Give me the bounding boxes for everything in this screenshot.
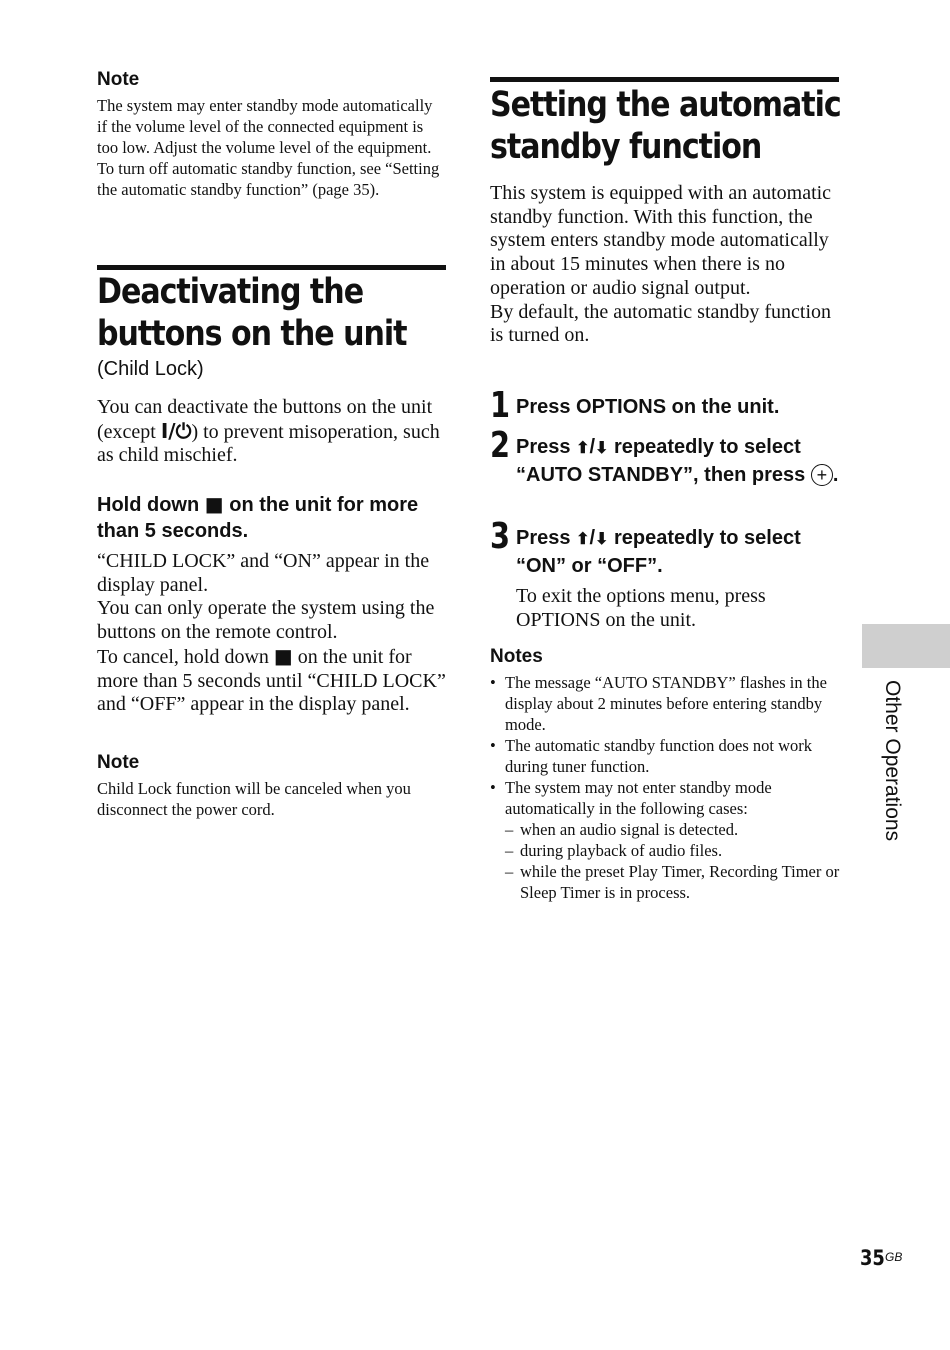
down-arrow-icon: ⬇ [595, 531, 609, 548]
section-subtitle: (Child Lock) [97, 358, 204, 380]
step-number: 1 [490, 385, 511, 426]
step-text-part: repeatedly to select “ON” or “OFF”. [516, 527, 801, 577]
body-paragraph: “CHILD LOCK” and “ON” appear in the display panel. [97, 550, 430, 596]
sub-list-text: during playback of audio files. [520, 841, 723, 860]
sub-list-item [505, 819, 840, 840]
dash-mark: – [505, 862, 514, 881]
instruction-body [97, 550, 447, 717]
step-text-part: Press [516, 527, 577, 549]
arrow-slash: / [589, 436, 596, 458]
note-heading: Note [97, 752, 140, 773]
up-arrow-icon: ⬆ [576, 440, 590, 457]
list-item: • The automatic standby function does not work during tuner function. [490, 735, 840, 777]
note-text: Child Lock function will be canceled when you disconnect the power cord. [97, 779, 411, 819]
instruction [97, 491, 447, 544]
section-title-line: Deactivating the [97, 272, 364, 312]
dash-mark: – [505, 820, 514, 839]
intro-text: You can deactivate the buttons on the unit (except [97, 396, 433, 443]
intro-text: ) to prevent misoperation, such as child mischief. [97, 420, 440, 467]
section-title-line: standby function [490, 127, 762, 167]
step-text: Press OPTIONS on the unit. [516, 396, 780, 418]
arrow-slash: / [589, 527, 596, 549]
enter-button-icon [811, 464, 833, 486]
stop-icon: ■ [204, 492, 224, 516]
down-arrow-icon: ⬇ [595, 440, 609, 457]
body-paragraph: You can only operate the system using the buttons on the remote control. [97, 597, 435, 644]
sub-list-text: while the preset Play Timer, Recording Timer or Sleep Timer is in process. [520, 862, 840, 902]
list-item: • The message “AUTO STANDBY” flashes in the display about 2 minutes before entering standby mode. [490, 672, 840, 735]
dash-mark: – [505, 841, 514, 860]
side-tab [862, 624, 950, 668]
note-text: The system may enter standby mode automatically if the volume level of the connected equipment is too low. Adjust the volume level of the equipment. To turn off automatic standby function, see “Setting the automatic standby function” (page 35). [97, 96, 440, 199]
step-text [516, 525, 846, 579]
step-followup: To exit the options menu, press OPTIONS on the unit. [516, 585, 766, 631]
section-title [490, 84, 841, 168]
instruction-text: Hold down [97, 494, 205, 516]
list-item-text: The system may not enter standby mode automatically in the following cases: [505, 778, 772, 818]
body-paragraph: By default, the automatic standby function is turned on. [490, 300, 832, 347]
step-text-part: Press [516, 436, 577, 458]
section-title [97, 271, 407, 355]
instruction-text: on the unit for more than 5 seconds. [97, 494, 419, 542]
body-text: on the unit for more than 5 seconds until “CHILD LOCK” and “OFF” appear in the display panel. [97, 645, 446, 716]
list-item [490, 777, 840, 903]
body-paragraph: This system is equipped with an automatic standby function. With this function, the system enters standby mode automatically in about 15 minutes when there is no operation or audio signal output. [490, 182, 832, 299]
body-text: To cancel, hold down [97, 645, 274, 668]
sub-list-item [505, 861, 840, 903]
section-rule [97, 265, 446, 270]
power-icon: I/⏻ [160, 418, 192, 443]
step-number: 2 [490, 425, 511, 466]
up-arrow-icon: ⬆ [576, 531, 590, 548]
intro-paragraph [490, 182, 840, 348]
step-text [516, 434, 846, 488]
section-rule [490, 77, 839, 82]
sub-list-item [505, 840, 840, 861]
step-number: 3 [490, 516, 511, 557]
page-number-suffix: GB [885, 1250, 903, 1264]
section-title-line: buttons on the unit [97, 314, 407, 354]
note-heading: Note [97, 69, 140, 90]
intro-paragraph [97, 396, 447, 468]
notes-list [490, 672, 840, 903]
body-paragraph [97, 645, 447, 717]
sub-list-text: when an audio signal is detected. [520, 820, 739, 839]
step-text-part: repeatedly to select “AUTO STANDBY”, then press [516, 436, 811, 486]
step-text-part: . [832, 464, 839, 486]
side-tab-label: Other Operations [881, 680, 904, 842]
section-title-line: Setting the automatic [490, 85, 841, 125]
notes-heading: Notes [490, 646, 543, 667]
page-number: 35 [860, 1246, 885, 1270]
stop-icon: ■ [273, 643, 293, 668]
